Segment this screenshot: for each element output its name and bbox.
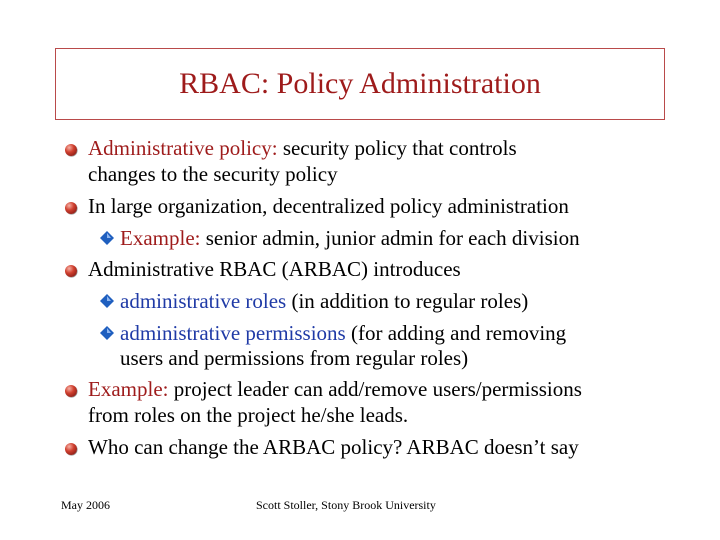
bullet-4-continuation: from roles on the project he/she leads. [88,403,409,427]
bullet-2: In large organization, decentralized policy administration [88,194,569,218]
sub-bullet-2-1-text: senior admin, junior admin for each division [200,226,580,250]
bullet-1-prefix: Administrative policy: [88,136,278,160]
sub-bullet-2-1-prefix: Example: [120,226,201,250]
bullet-1-continuation: changes to the security policy [88,162,338,186]
bullet-1 [88,136,517,160]
sub-bullet-3-1-prefix: administrative roles [120,289,287,313]
diamond-icon [100,294,114,308]
bullet-1-text: security policy that controls [277,136,517,160]
sub-bullet-3-1-text: (in addition to regular roles) [286,289,529,313]
sub-bullet-3-2-continuation: users and permissions from regular roles) [120,346,469,370]
bullet-4-text: project leader can add/remove users/permissions [168,377,582,401]
bullet-icon [65,202,77,214]
bullet-icon [65,265,77,277]
slide-title: RBAC: Policy Administration [179,67,541,100]
diamond-icon [100,326,114,340]
bullet-4-prefix: Example: [88,377,169,401]
sub-bullet-3-2-prefix: administrative permissions [120,321,346,345]
bullet-4 [88,377,582,401]
bullet-icon [65,144,77,156]
bullet-icon [65,443,77,455]
bullet-3: Administrative RBAC (ARBAC) introduces [88,257,461,281]
footer-author: Scott Stoller, Stony Brook University [256,498,436,512]
footer-date: May 2006 [61,498,110,512]
sub-bullet-3-1 [120,289,528,313]
sub-bullet-2-1 [120,226,580,250]
sub-bullet-3-2 [120,321,566,345]
diamond-icon [100,231,114,245]
bullet-icon [65,385,77,397]
sub-bullet-3-2-text: (for adding and removing [345,321,567,345]
bullet-5: Who can change the ARBAC policy? ARBAC doesn’t say [88,435,579,459]
